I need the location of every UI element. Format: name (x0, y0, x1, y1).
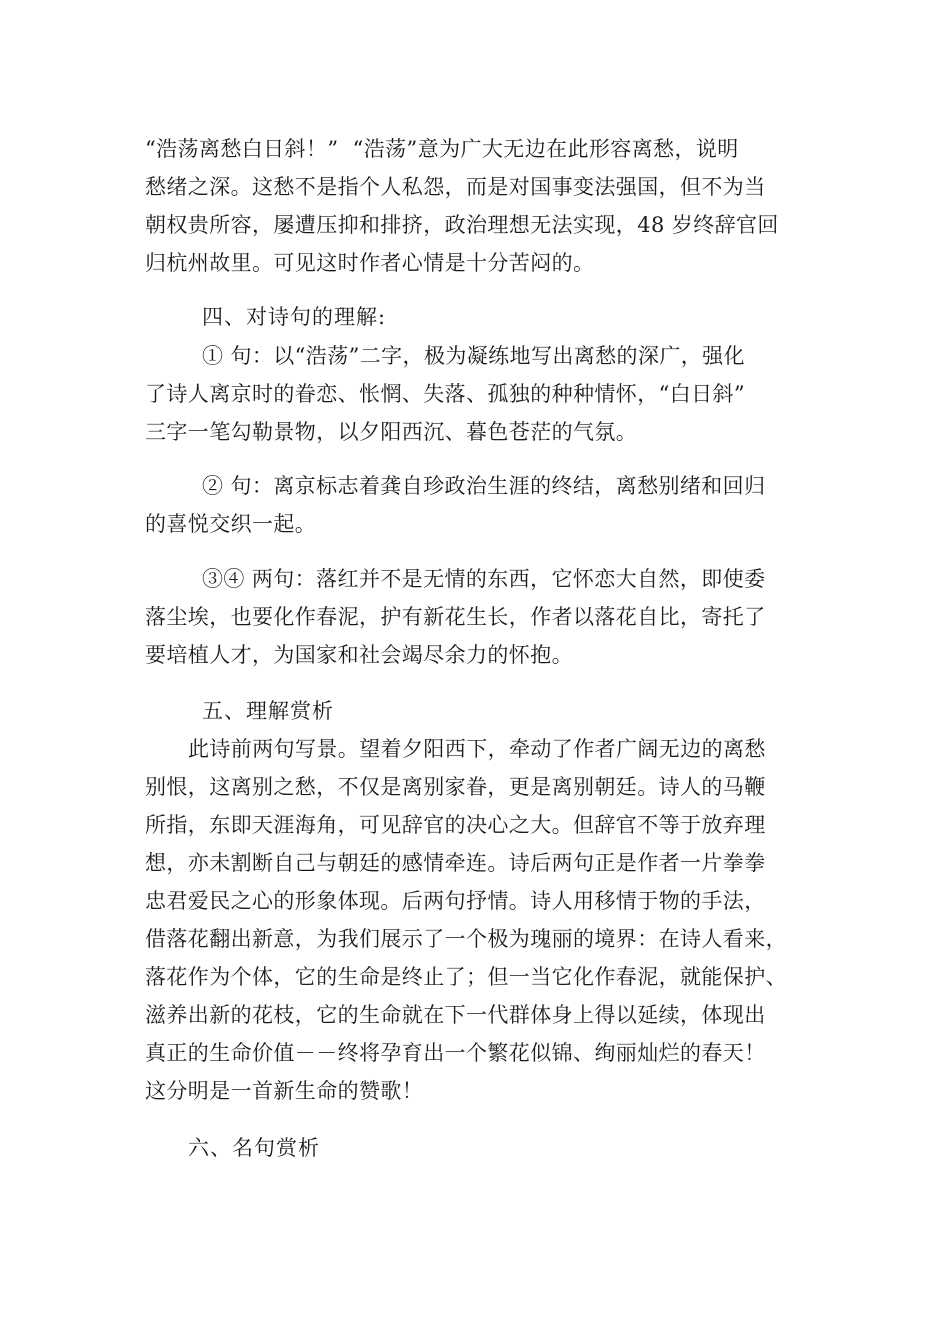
paragraph-line: 愁绪之深。这愁不是指个人私怨，而是对国事变法强国，但不为当 (145, 175, 766, 199)
analysis-line: 别恨，这离别之愁，不仅是离别家眷，更是离别朝廷。诗人的马鞭 (145, 775, 766, 799)
analysis-line: 此诗前两句写景。望着夕阳西下，牵动了作者广阔无边的离愁 (188, 737, 766, 761)
item-1-line: 了诗人离京时的眷恋、怅惘、失落、孤独的种种情怀，“白日斜” (145, 382, 746, 406)
analysis-line: 滋养出新的花枝，它的生命就在下一代群体身上得以延续，体现出 (145, 1003, 766, 1027)
section-heading-4: 四、对诗句的理解: (202, 305, 387, 329)
analysis-line: 忠君爱民之心的形象体现。后两句抒情。诗人用移情于物的手法， (145, 889, 766, 913)
section-heading-5: 五、理解赏析 (202, 699, 334, 723)
item-34-line: ③④ 两句：落红并不是无情的东西，它怀恋大自然，即使委 (202, 567, 766, 591)
analysis-line: 这分明是一首新生命的赞歌！ (145, 1079, 424, 1103)
analysis-line: 想，亦未割断自己与朝廷的感情牵连。诗后两句正是作者一片拳拳 (145, 851, 766, 875)
analysis-line: 借落花翻出新意，为我们展示了一个极为瑰丽的境界：在诗人看来， (145, 927, 787, 951)
paragraph-line: 朝权贵所容，屡遭压抑和排挤，政治理想无法实现，48 岁终辞官回 (145, 213, 779, 237)
item-34-line: 落尘埃，也要化作春泥，护有新花生长，作者以落花自比，寄托了 (145, 605, 766, 629)
paragraph-line: “浩荡离愁白日斜！” “浩荡”意为广大无边在此形容离愁，说明 (145, 137, 739, 161)
analysis-line: 落花作为个体，它的生命是终止了；但一当它化作春泥，就能保护、 (145, 965, 787, 989)
item-1-line: 三字一笔勾勒景物，以夕阳西沉、暮色苍茫的气氛。 (145, 420, 638, 444)
analysis-line: 真正的生命价值－－终将孕育出一个繁花似锦、绚丽灿烂的春天！ (145, 1041, 766, 1065)
item-34-line: 要培植人才，为国家和社会竭尽余力的怀抱。 (145, 643, 573, 667)
item-1-line: ① 句：以“浩荡”二字，极为凝练地写出离愁的深广，强化 (202, 344, 745, 368)
analysis-line: 所指，东即天涯海角，可见辞官的决心之大。但辞官不等于放弃理 (145, 813, 766, 837)
item-2-line: 的喜悦交织一起。 (145, 512, 317, 536)
item-2-line: ② 句：离京标志着龚自珍政治生涯的终结，离愁别绪和回归 (202, 474, 766, 498)
section-heading-6: 六、名句赏析 (188, 1136, 320, 1160)
paragraph-line: 归杭州故里。可见这时作者心情是十分苦闷的。 (145, 251, 595, 275)
